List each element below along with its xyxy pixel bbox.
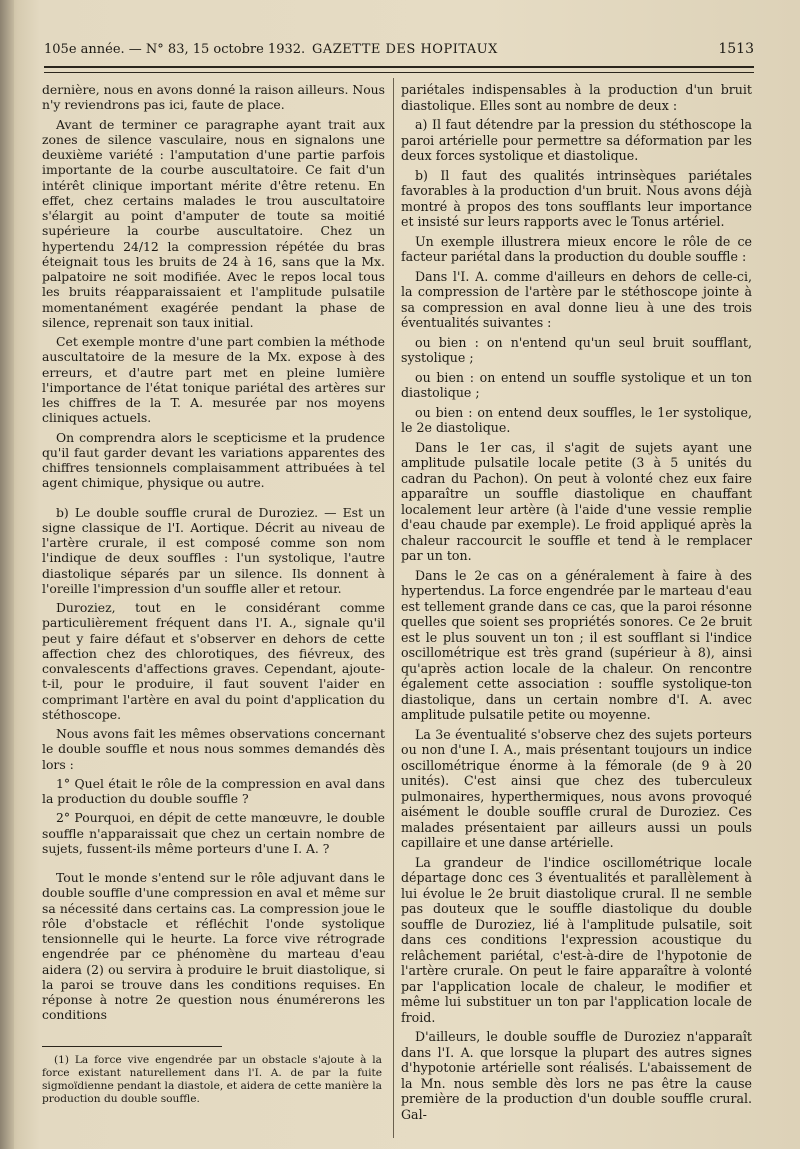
paragraph: b) Il faut des qualités intrinsèques pariétales favorables à la production d'un bruit. Nous avons déjà montré à propos des tons soufflants leur importance et insisté sur leurs rapports avec le Tonus artériel. — [401, 167, 752, 229]
paragraph: La grandeur de l'indice oscillométrique locale départage donc ces 3 éventualités et parallèlement à lui évolue le 2e bruit diastolique crural. Il ne semble pas douteux que le souffle diastolique du double souffle de Duroziez, lié à l'amplitude pulsatile, soit dans ces conditions l'expression acoustique du relâchement pariétal, c'est-à-dire de l'hypotonie de l'artère crurale. On peut le faire apparaître à volonté par l'application locale de chaleur, le modifier et même lui substituer un ton par l'application locale de froid. — [401, 854, 752, 1025]
paragraph: pariétales indispensables à la production d'un bruit diastolique. Elles sont au nombre de deux : — [401, 82, 752, 113]
paragraph: ou bien : on entend deux souffles, le 1er systolique, le 2e diastolique. — [401, 404, 752, 435]
issue-info: 105e année. — N° 83, 15 octobre 1932. — [44, 42, 306, 57]
right-column — [401, 82, 752, 1126]
paragraph-gap — [42, 860, 385, 870]
paragraph: La 3e éventualité s'observe chez des sujets porteurs ou non d'une I. A., mais présentant toujours un indice oscillométrique énorme à la fémorale (de 9 à 20 unités). C'est ainsi que chez des tuberculeux pulmonaires, hyperthermiques, nous avons provoqué aisément le double souffle crural de Duroziez. Ces malades présentaient par ailleurs aussi un pouls capillaire et une danse artérielle. — [401, 726, 752, 850]
paragraph: Dans le 2e cas on a généralement à faire à des hypertendus. La force engendrée par le marteau d'eau est tellement grande dans ce cas, que la paroi résonne quelles que soient ses propriétés sonores. Ce 2e bruit est le plus souvent un ton ; il est soufflant si l'indice oscillométrique est très grand (supérieur à 8), ainsi qu'après action locale de la chaleur. On rencontre également cette association : souffle systolique-ton diastolique, dans un certain nombre d'I. A. avec amplitude pulsatile petite ou moyenne. — [401, 567, 752, 722]
paragraph: Cet exemple montre d'une part combien la méthode auscultatoire de la mesure de la Mx. expose à des erreurs, et d'autre part met en pleine lumière l'importance de l'état tonique pariétal des artères sur les chiffres de la T. A. mesurée par nos moyens cliniques actuels. — [42, 334, 385, 426]
footnote-rule — [42, 1046, 222, 1047]
paragraph: ou bien : on entend un souffle systolique et un ton diastolique ; — [401, 369, 752, 400]
paragraph: Avant de terminer ce paragraphe ayant trait aux zones de silence vasculaire, nous en signalons une deuxième variété : l'amputation d'une partie parfois importante de la courbe auscultatoire. Ce fait d'un intérêt clinique important mérite d'être retenu. En effet, chez certains malades le trou auscultatoire s'élargit au point d'amputer de toute sa moitié supérieure la courbe auscultatoire. Chez un hypertendu 24/12 la compression répétée du bras éteignait tous les bruits de 24 à 16, sans que la Mx. palpatoire ne soit modifiée. Avec le repos local tous les bruits réapparaissaient et l'amplitude pulsatile momentanément exagérée pendant la phase de silence, reprenait son taux initial. — [42, 116, 385, 330]
paragraph: D'ailleurs, le double souffle de Duroziez n'apparaît dans l'I. A. que lorsque la plupart des autres signes d'hypotonie artérielle sont réalisés. L'abaissement de la Mn. nous semble dès lors ne pas être la cause première de la production d'un double souffle crural. Gal- — [401, 1029, 752, 1122]
footnote — [42, 1054, 382, 1106]
binding-edge — [0, 0, 14, 1149]
running-header — [44, 38, 754, 60]
paragraph: ou bien : on n'entend qu'un seul bruit soufflant, systolique ; — [401, 334, 752, 365]
paragraph: Duroziez, tout en le considérant comme particulièrement fréquent dans l'I. A., signale qu'il peut y faire défaut et s'observer en dehors de cette affection chez des chlorotiques, des fiévreux, des convalescents d'affections graves. Cependant, ajoute-t-il, pour le produire, il faut souvent l'aider en comprimant l'artère en aval du point d'application du stéthoscope. — [42, 600, 385, 722]
left-column — [42, 82, 385, 1027]
header-rule-thick — [44, 66, 754, 68]
paragraph: b) Le double souffle crural de Duroziez. — Est un signe classique de l'I. Aortique. Décrit au niveau de l'artère crurale, il est composé comme son nom l'indique de deux souffles : l'un systolique, l'autre diastolique séparés par un silence. Ils donnent à l'oreille l'impression d'un souffle aller et retour. — [42, 504, 385, 596]
page-number: 1513 — [718, 41, 754, 57]
column-divider — [393, 78, 394, 1138]
paragraph: Dans le 1er cas, il s'agit de sujets ayant une amplitude pulsatile locale petite (3 à 5 unités du cadran du Pachon). On peut à volonté chez eux faire apparaître un souffle diastolique en chauffant localement leur artère (à l'aide d'une vessie remplie d'eau chaude par exemple). Le froid appliqué après la chaleur raccourcit le souffle et tend à le remplacer par un ton. — [401, 439, 752, 563]
header-rule-thin — [44, 72, 754, 73]
paragraph: 1° Quel était le rôle de la compression en aval dans la production du double souffle ? — [42, 775, 385, 806]
paragraph: Un exemple illustrera mieux encore le rôle de ce facteur pariétal dans la production du double souffle : — [401, 233, 752, 264]
paragraph: Dans l'I. A. comme d'ailleurs en dehors de celle-ci, la compression de l'artère par le stéthoscope jointe à sa compression en aval donne lieu à une des trois éventualités suivantes : — [401, 268, 752, 330]
paragraph: Nous avons fait les mêmes observations concernant le double souffle et nous nous sommes demandés dès lors : — [42, 726, 385, 772]
paragraph: 2° Pourquoi, en dépit de cette manœuvre, le double souffle n'apparaissait que chez un certain nombre de sujets, fussent-ils même porteurs d'une I. A. ? — [42, 810, 385, 856]
paragraph: dernière, nous en avons donné la raison ailleurs. Nous n'y reviendrons pas ici, faute de place. — [42, 82, 385, 113]
paragraph: Tout le monde s'entend sur le rôle adjuvant dans le double souffle d'une compression en aval et même sur sa nécessité dans certains cas. La compression joue le rôle d'obstacle et réfléchit l'onde systolique tensionnelle qui le heurte. La force vive rétrograde engendrée par ce phénomène du marteau d'eau aidera (2) ou servira à produire le bruit diastolique, si la paroi se trouve dans les conditions requises. En réponse à notre 2e question nous énumérerons les conditions — [42, 870, 385, 1023]
footnote-text: (1) La force vive engendrée par un obstacle s'ajoute à la force existant naturellement dans l'I. A. de par la fuite sigmoïdienne pendant la diastole, et aidera de cette manière la production du double souffle. — [42, 1054, 382, 1105]
journal-title: GAZETTE DES HOPITAUX — [312, 42, 498, 57]
paragraph: a) Il faut détendre par la pression du stéthoscope la paroi artérielle pour permettre sa déformation par les deux forces systolique et diastolique. — [401, 117, 752, 163]
paragraph: On comprendra alors le scepticisme et la prudence qu'il faut garder devant les variations apparentes des chiffres tensionnels complaisamment attribuées à tel agent chimique, physique ou autre. — [42, 429, 385, 491]
paragraph-gap — [42, 495, 385, 505]
